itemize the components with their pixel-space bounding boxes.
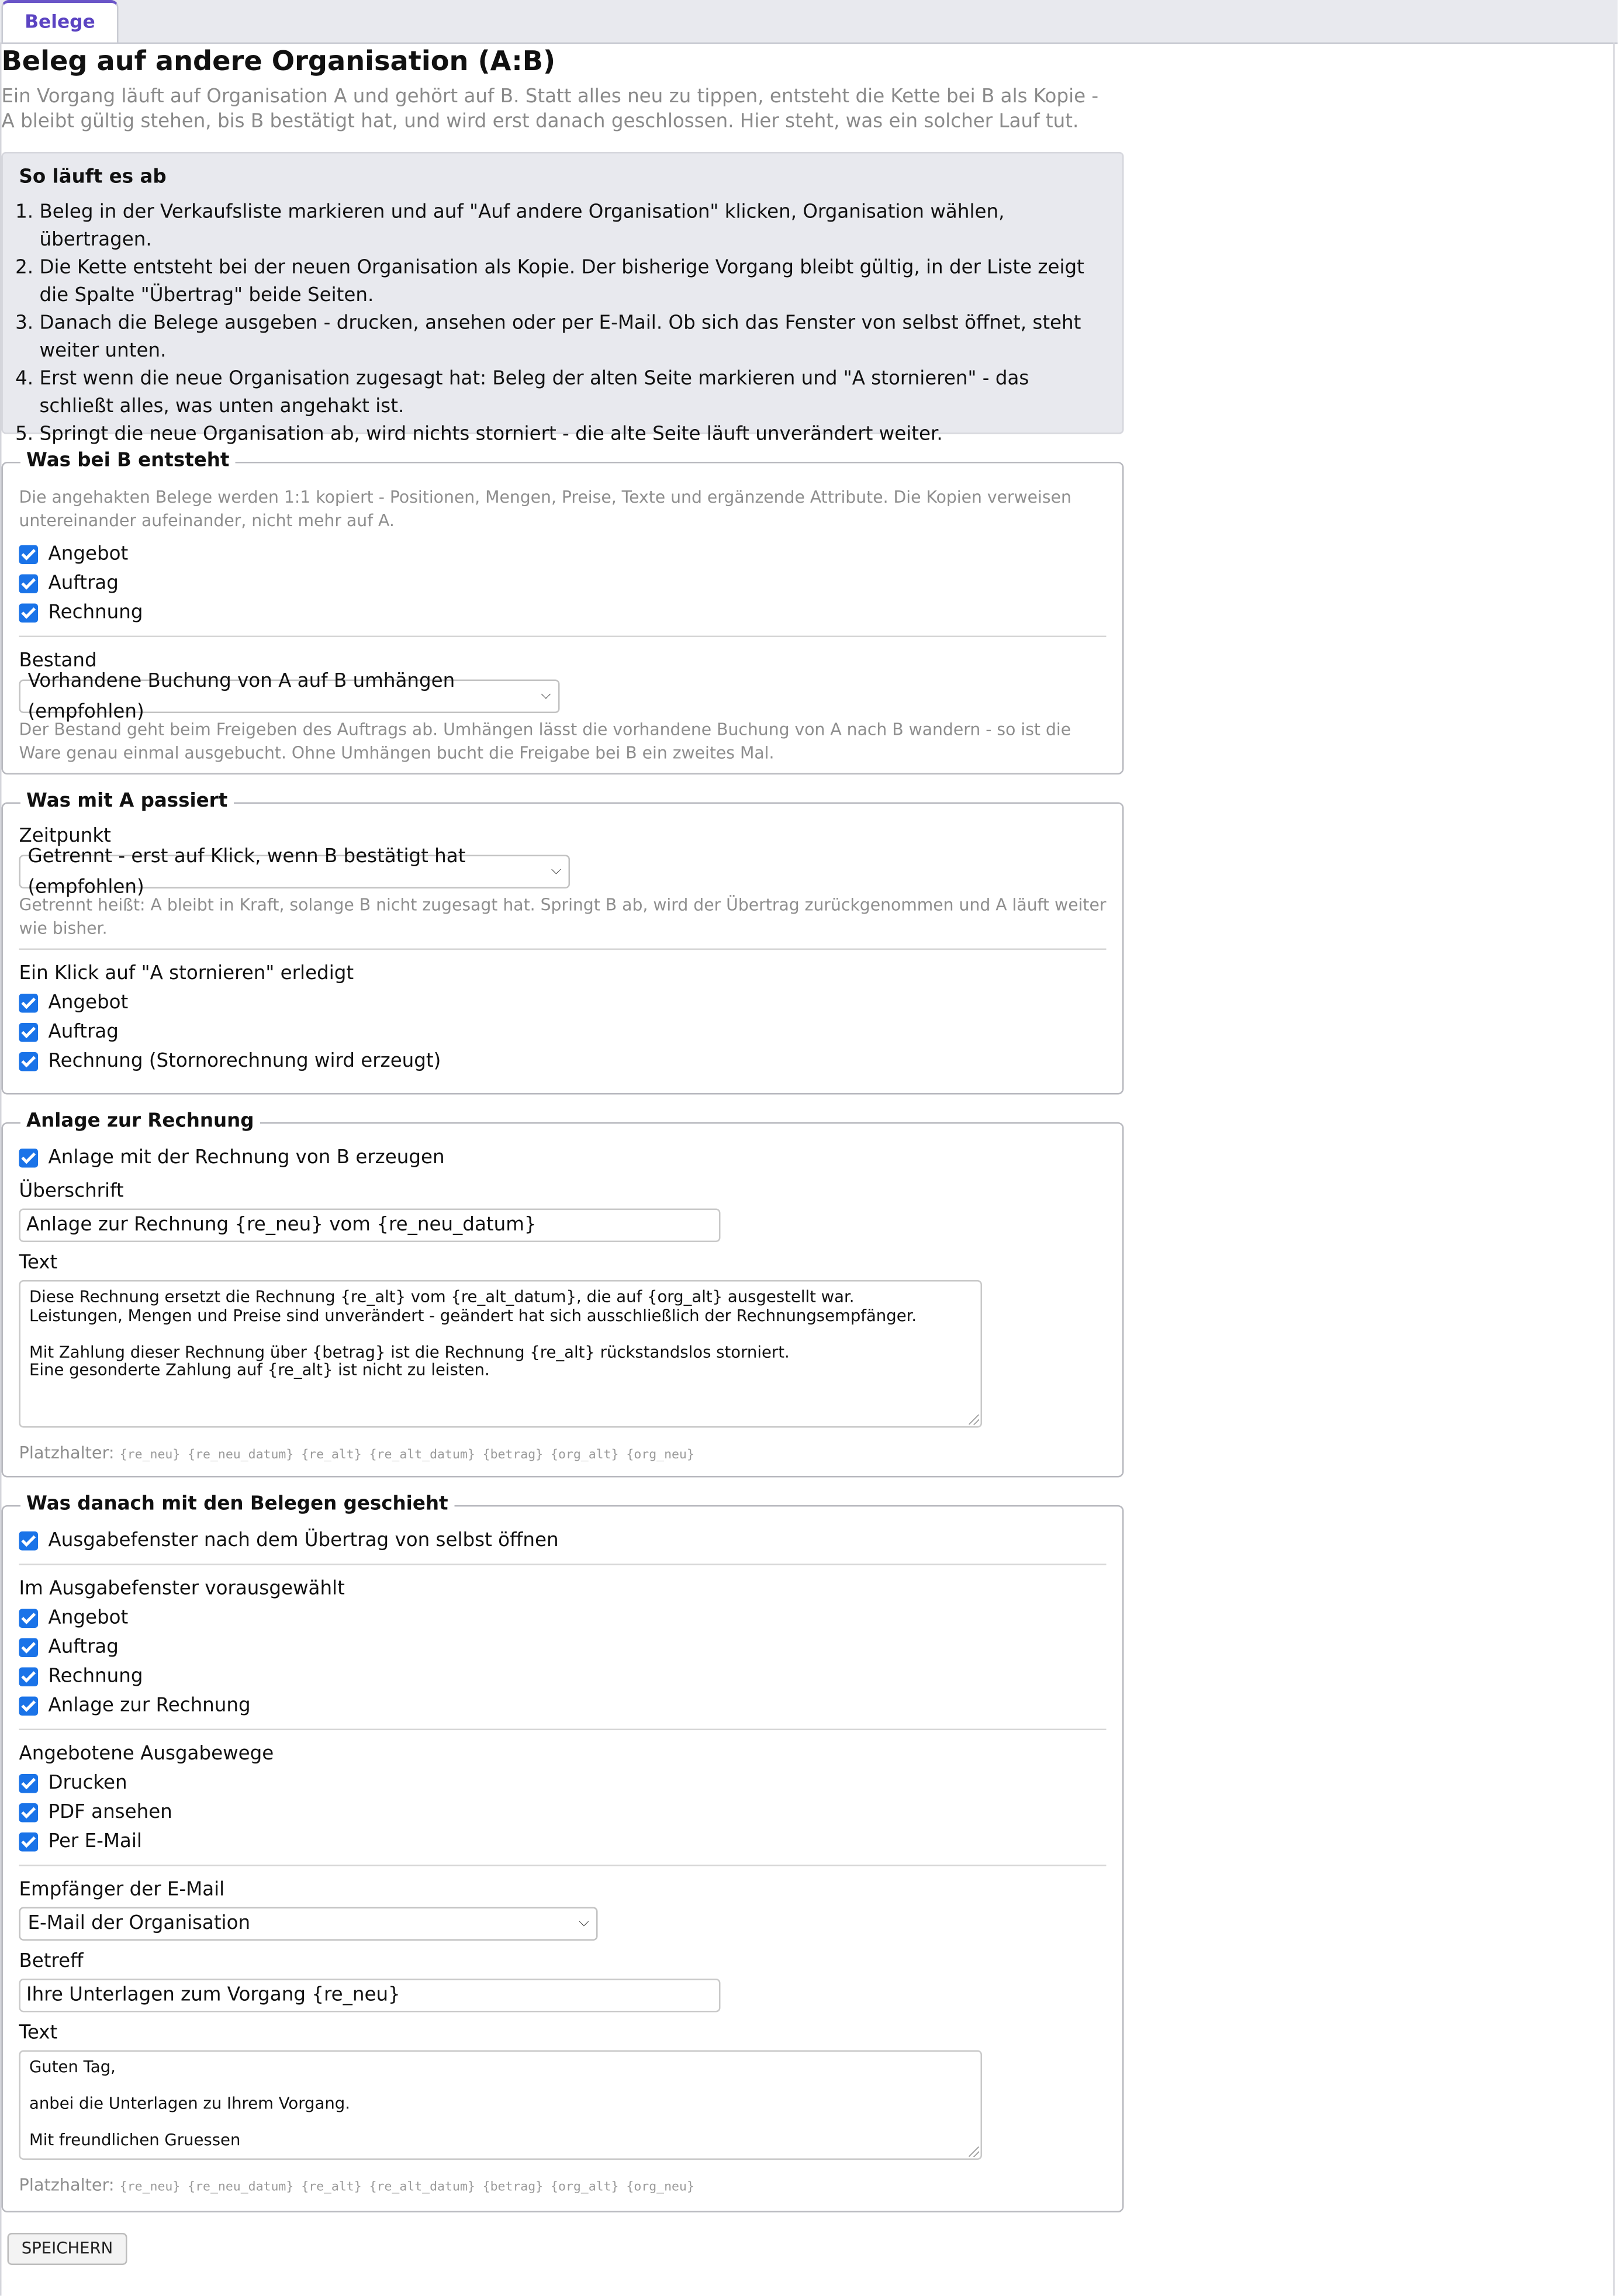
chevron-down-icon: ⌵ (551, 863, 561, 879)
checkbox-icon[interactable] (19, 1022, 39, 1042)
section-a-legend: Was mit A passiert (26, 790, 228, 812)
checkbox-label: Rechnung (48, 601, 143, 624)
checkbox-channel-print[interactable] (19, 1768, 1107, 1797)
checkbox-label: Anlage zur Rechnung (48, 1694, 251, 1717)
recipient-select-value: E-Mail der Organisation (27, 1913, 251, 1935)
email-placeholders (19, 2174, 1107, 2198)
timing-select-value: Getrennt - erst auf Klick, wenn B bestätigt hat (empfohlen) (27, 845, 466, 898)
divider (19, 1564, 1107, 1565)
checkbox-icon[interactable] (19, 573, 39, 593)
checkbox-label: PDF ansehen (48, 1801, 172, 1823)
page-intro: Ein Vorgang läuft auf Organisation A und gehört auf B. Statt alles neu zu tippen, entsteht die Kette bei B als Kopie - A bleibt gültig stehen, bis B bestätigt hat, und wird erst danach geschlossen. Hier steht, was ein solcher Lauf tut. (1, 86, 1099, 133)
placeholders-label: Platzhalter: (19, 2174, 115, 2195)
heading-label: Überschrift (19, 1181, 124, 1203)
tab-bar (0, 0, 1618, 44)
email-text-value: Guten Tag, anbei die Unterlagen zu Ihrem Vorgang. Mit freundlichen Gruessen (29, 2058, 350, 2149)
checkbox-icon[interactable] (19, 1608, 39, 1627)
attachment-text-label: Text (19, 1252, 58, 1274)
preselected-label: Im Ausgabefenster vorausgewählt (19, 1578, 345, 1600)
howto-title: So läuft es ab (19, 167, 167, 189)
checkbox-label: Per E-Mail (48, 1830, 142, 1852)
checkbox-a-rechnung[interactable] (19, 1046, 1107, 1076)
checkbox-icon[interactable] (19, 1832, 39, 1851)
checkbox-icon[interactable] (19, 993, 39, 1012)
email-textarea[interactable] (19, 2051, 983, 2160)
timing-select[interactable] (19, 845, 571, 898)
subject-label: Betreff (19, 1951, 84, 1973)
tab-belege[interactable]: Belege (2, 0, 119, 43)
checkbox-icon[interactable] (19, 603, 39, 622)
section-attachment-legend: Anlage zur Rechnung (26, 1111, 254, 1133)
howto-step: 1. Beleg in der Verkaufsliste markieren und auf "Auf andere Organisation" klicken, Organisation wählen, übertragen. (40, 199, 1107, 254)
checkbox-label: Anlage mit der Rechnung von B erzeugen (48, 1146, 445, 1168)
resize-grip-icon[interactable] (969, 1415, 980, 1425)
stock-label: Bestand (19, 650, 97, 672)
attachment-placeholders (19, 1443, 1107, 1466)
email-text-label: Text (19, 2022, 58, 2045)
section-attachment (2, 1111, 1124, 1478)
stock-hint: Der Bestand geht beim Freigeben des Auftrags ab. Umhängen lässt die vorhandene Buchung von A nach B wandern - so ist die Ware genau einmal ausgebucht. Ohne Umhängen bucht die Freigabe bei B ein zweites Mal. (19, 720, 1071, 762)
section-b (2, 450, 1124, 774)
section-after (2, 1493, 1124, 2212)
section-b-legend: Was bei B entsteht (26, 450, 230, 472)
heading-input[interactable]: Anlage zur Rechnung {re_neu} vom {re_neu_datum} (19, 1209, 721, 1243)
divider (19, 949, 1107, 950)
timing-label: Zeitpunkt (19, 825, 111, 848)
checkbox-icon[interactable] (19, 1637, 39, 1657)
checkbox-a-auftrag[interactable] (19, 1017, 1107, 1046)
checkbox-label: Angebot (48, 1606, 129, 1629)
placeholders-codes: {re_neu} {re_neu_datum} {re_alt} {re_alt_datum} {betrag} {org_alt} {org_neu} (119, 1448, 694, 1463)
save-button[interactable]: SPEICHERN (8, 2233, 127, 2265)
checkbox-icon[interactable] (19, 1773, 39, 1793)
checkbox-label: Angebot (48, 991, 129, 1014)
howto-step: 5. Springt die neue Organisation ab, wird nichts storniert - die alte Seite läuft unverändert weiter. (40, 421, 1107, 449)
checkbox-icon[interactable] (19, 1666, 39, 1686)
checkbox-channel-email[interactable] (19, 1827, 1107, 1856)
placeholders-label: Platzhalter: (19, 1442, 115, 1463)
checkbox-b-rechnung[interactable] (19, 598, 1107, 627)
attachment-text-value: Diese Rechnung ersetzt die Rechnung {re_alt} vom {re_alt_datum}, die auf {org_alt} ausgestellt war. Leistungen, Mengen und Preise sind unverändert - geändert hat sich ausschließlich der Rechnungsempfänger. Mit Zahlung dieser Rechnung über {betrag} ist die Rechnung {re_alt} rückstandslos storniert. Eine gesonderte Zahlung auf {re_alt} ist nicht zu leisten. (29, 1287, 917, 1379)
checkbox-label: Auftrag (48, 1021, 119, 1043)
checkbox-pre-rechnung[interactable] (19, 1662, 1107, 1691)
recipient-label: Empfänger der E-Mail (19, 1879, 225, 1901)
cancel-label: Ein Klick auf "A stornieren" erledigt (19, 963, 354, 985)
resize-grip-icon[interactable] (969, 2147, 980, 2157)
section-after-legend: Was danach mit den Belegen geschieht (26, 1493, 448, 1516)
divider (19, 1729, 1107, 1731)
checkbox-label: Drucken (48, 1772, 127, 1794)
checkbox-b-auftrag[interactable] (19, 569, 1107, 598)
checkbox-icon[interactable] (19, 1052, 39, 1071)
channels-label: Angebotene Ausgabewege (19, 1743, 274, 1765)
checkbox-pre-auftrag[interactable] (19, 1633, 1107, 1662)
chevron-down-icon: ⌵ (579, 1915, 589, 1931)
recipient-select[interactable] (19, 1907, 598, 1941)
divider (19, 636, 1107, 638)
checkbox-icon[interactable] (19, 1148, 39, 1167)
divider (19, 1865, 1107, 1866)
section-b-hint: Die angehakten Belege werden 1:1 kopiert - Positionen, Mengen, Preise, Texte und ergänzende Attribute. Die Kopien verweisen untereinander aufeinander, nicht mehr auf A. (19, 488, 1071, 530)
howto-step: 2. Die Kette entsteht bei der neuen Organisation als Kopie. Der bisherige Vorgang bleibt gültig, in der Liste zeigt die Spalte "Übertrag" beide Seiten. (40, 254, 1107, 310)
subject-input[interactable]: Ihre Unterlagen zum Vorgang {re_neu} (19, 1979, 721, 2013)
checkbox-icon[interactable] (19, 544, 39, 563)
chevron-down-icon: ⌵ (541, 688, 551, 703)
checkbox-create-attachment[interactable] (19, 1143, 1107, 1172)
checkbox-icon[interactable] (19, 1531, 39, 1550)
checkbox-label: Rechnung (48, 1665, 143, 1688)
howto-panel (2, 152, 1124, 446)
checkbox-icon[interactable] (19, 1803, 39, 1822)
checkbox-pre-angebot[interactable] (19, 1603, 1107, 1633)
timing-hint: Getrennt heißt: A bleibt in Kraft, solange B nicht zugesagt hat. Springt B ab, wird der Übertrag zurückgenommen und A läuft weiter wie bisher. (19, 895, 1107, 938)
checkbox-label: Angebot (48, 542, 129, 565)
howto-step: 3. Danach die Belege ausgeben - drucken, ansehen oder per E-Mail. Ob sich das Fenster von selbst öffnet, steht weiter unten. (40, 310, 1107, 365)
howto-step: 4. Erst wenn die neue Organisation zugesagt hat: Beleg der alten Seite markieren und "A stornieren" - das schließt alles, was unten angehakt ist. (40, 365, 1107, 421)
checkbox-label: Rechnung (Stornorechnung wird erzeugt) (48, 1050, 441, 1072)
checkbox-label: Auftrag (48, 572, 119, 594)
howto-steps (19, 199, 1107, 449)
checkbox-icon[interactable] (19, 1696, 39, 1715)
checkbox-a-angebot[interactable] (19, 988, 1107, 1017)
checkbox-label: Auftrag (48, 1635, 119, 1658)
placeholders-codes: {re_neu} {re_neu_datum} {re_alt} {re_alt_datum} {betrag} {org_alt} {org_neu} (119, 2180, 694, 2195)
checkbox-autoopen[interactable] (19, 1526, 1107, 1555)
section-a (2, 791, 1124, 1095)
checkbox-pre-anlage[interactable] (19, 1691, 1107, 1720)
stock-select-value: Vorhandene Buchung von A auf B umhängen (empfohlen) (27, 670, 455, 723)
checkbox-channel-pdf[interactable] (19, 1797, 1107, 1827)
checkbox-label: Ausgabefenster nach dem Übertrag von selbst öffnen (48, 1529, 559, 1551)
attachment-textarea[interactable] (19, 1280, 983, 1428)
stock-select[interactable] (19, 670, 560, 723)
page-title: Beleg auf andere Organisation (A:B) (1, 47, 556, 78)
checkbox-b-angebot[interactable] (19, 540, 1107, 569)
